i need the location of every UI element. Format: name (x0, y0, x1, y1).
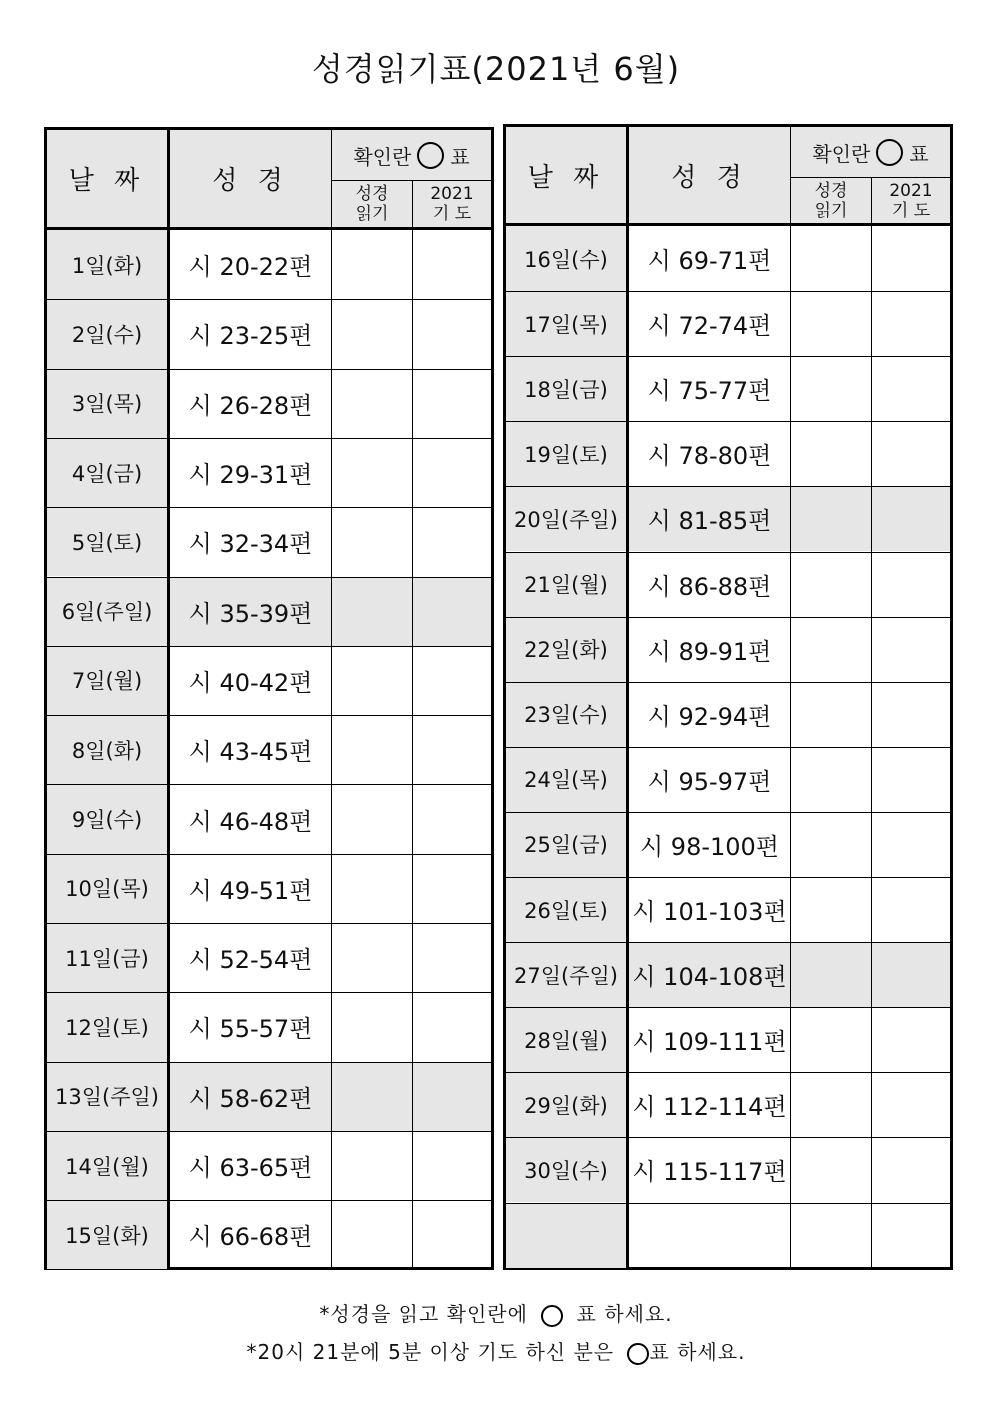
date-cell: 3일(목) (47, 369, 167, 438)
verse-cell: 시 58-62편 (170, 1062, 331, 1131)
row-divider (47, 507, 491, 508)
circle-icon (417, 142, 444, 169)
pray-checkbox-cell[interactable] (872, 1137, 950, 1202)
date-cell: 5일(토) (47, 507, 167, 576)
table-row (506, 812, 950, 877)
read-checkbox-cell[interactable] (791, 812, 871, 877)
pray-checkbox-cell[interactable] (872, 1072, 950, 1137)
circle-icon (627, 1343, 649, 1365)
read-checkbox-cell[interactable] (332, 1131, 412, 1200)
instruction-note-2 (0, 1336, 992, 1365)
check-column-header (332, 130, 491, 180)
table-row (47, 1131, 491, 1200)
date-cell (506, 1203, 626, 1268)
read-checkbox-cell[interactable] (791, 1203, 871, 1268)
read-subheader (332, 181, 412, 227)
date-cell: 30일(수) (506, 1137, 626, 1202)
read-checkbox-cell[interactable] (332, 438, 412, 507)
row-divider (47, 438, 491, 439)
date-cell: 18일(금) (506, 356, 626, 421)
read-checkbox-cell[interactable] (791, 421, 871, 486)
verse-cell: 시 86-88편 (647, 572, 772, 601)
verse-cell: 시 32-34편 (188, 530, 313, 559)
pray-checkbox-cell[interactable] (413, 1131, 491, 1200)
check-label: 확인란 (812, 141, 871, 166)
table-row (506, 356, 950, 421)
table-row (47, 992, 491, 1061)
date-cell: 6일(주일) (47, 577, 167, 646)
check-label: 확인란 (353, 144, 412, 169)
table-row (47, 230, 491, 299)
pray-checkbox-cell[interactable] (413, 923, 491, 992)
read-checkbox-cell[interactable] (332, 230, 412, 299)
table-row (506, 1203, 950, 1268)
verse-cell: 시 89-91편 (647, 637, 772, 666)
read-checkbox-cell[interactable] (791, 617, 871, 682)
table-row (506, 1072, 950, 1137)
pray-checkbox-cell[interactable] (872, 291, 950, 356)
verse-cell: 시 75-77편 (647, 377, 772, 406)
verse-cell: 시 52-54편 (188, 946, 313, 975)
row-divider (506, 486, 950, 487)
pray-checkbox-cell[interactable] (872, 1007, 950, 1072)
date-cell: 22일(화) (506, 617, 626, 682)
verse-cell: 시 109-111편 (632, 1028, 787, 1057)
read-checkbox-cell[interactable] (791, 1072, 871, 1137)
pray-subheader-line2: 기 도 (432, 204, 472, 224)
verse-cell: 시 101-103편 (632, 898, 787, 927)
read-checkbox-cell[interactable] (332, 507, 412, 576)
table-row (506, 682, 950, 747)
date-column-header: 날 짜 (68, 166, 146, 196)
verse-cell: 시 66-68편 (188, 1223, 313, 1252)
check-column-header (791, 127, 950, 177)
row-divider (506, 617, 950, 618)
pray-checkbox-cell[interactable] (872, 617, 950, 682)
pray-subheader (413, 181, 491, 227)
verse-cell: 시 72-74편 (647, 312, 772, 341)
date-cell: 23일(수) (506, 682, 626, 747)
pray-checkbox-cell[interactable] (413, 992, 491, 1061)
verse-cell: 시 26-28편 (188, 391, 313, 420)
verse-cell: 시 43-45편 (188, 738, 313, 767)
verse-cell: 시 98-100편 (639, 832, 779, 861)
read-checkbox-cell[interactable] (332, 299, 412, 368)
date-cell: 19일(토) (506, 421, 626, 486)
read-checkbox-cell[interactable] (332, 854, 412, 923)
read-checkbox-cell[interactable] (332, 577, 412, 646)
table-header (47, 130, 491, 227)
row-divider (506, 812, 950, 813)
date-cell: 11일(금) (47, 923, 167, 992)
verse-cell: 시 115-117편 (632, 1158, 787, 1187)
table-row (506, 1007, 950, 1072)
read-checkbox-cell[interactable] (791, 356, 871, 421)
pray-checkbox-cell[interactable] (413, 299, 491, 368)
row-divider (506, 552, 950, 553)
verse-cell: 시 55-57편 (188, 1015, 313, 1044)
pray-checkbox-cell[interactable] (872, 421, 950, 486)
table-row (47, 1200, 491, 1269)
table-row (47, 854, 491, 923)
reading-table-right (503, 124, 953, 1270)
date-cell: 27일(주일) (506, 942, 626, 1007)
pray-checkbox-cell[interactable] (872, 942, 950, 1007)
read-checkbox-cell[interactable] (332, 715, 412, 784)
table-row (47, 577, 491, 646)
date-cell: 28일(월) (506, 1007, 626, 1072)
pray-checkbox-cell[interactable] (872, 486, 950, 551)
instruction-note-1 (0, 1298, 992, 1327)
read-checkbox-cell[interactable] (791, 226, 871, 291)
verse-cell: 시 92-94편 (647, 702, 772, 731)
table-row (47, 1062, 491, 1131)
verse-cell: 시 95-97편 (647, 767, 772, 796)
verse-cell: 시 23-25편 (188, 322, 313, 351)
read-checkbox-cell[interactable] (791, 682, 871, 747)
table-row (47, 923, 491, 992)
pray-checkbox-cell[interactable] (872, 747, 950, 812)
date-cell: 10일(목) (47, 854, 167, 923)
pray-checkbox-cell[interactable] (413, 1062, 491, 1131)
table-row (506, 552, 950, 617)
note1-suffix: 표 하세요. (576, 1302, 673, 1326)
pray-checkbox-cell[interactable] (413, 646, 491, 715)
verse-cell: 시 49-51편 (188, 876, 313, 905)
date-cell: 2일(수) (47, 299, 167, 368)
date-cell: 25일(금) (506, 812, 626, 877)
table-row (47, 299, 491, 368)
read-checkbox-cell[interactable] (791, 486, 871, 551)
verse-cell (629, 1203, 790, 1268)
row-divider (506, 421, 950, 422)
date-cell: 7일(월) (47, 646, 167, 715)
circle-icon (541, 1305, 563, 1327)
row-divider (47, 784, 491, 785)
read-checkbox-cell[interactable] (791, 942, 871, 1007)
note2-text: *20시 21분에 5분 이상 기도 하신 분은 (246, 1340, 615, 1364)
date-cell: 1일(화) (47, 230, 167, 299)
table-row (506, 226, 950, 291)
circle-icon (876, 139, 903, 166)
read-checkbox-cell[interactable] (791, 747, 871, 812)
verse-column-header: 성 경 (671, 162, 748, 193)
table-row (506, 421, 950, 486)
read-subheader-line1: 성경 (814, 180, 848, 201)
row-divider (47, 369, 491, 370)
read-subheader-line1: 성경 (355, 184, 389, 204)
verse-cell: 시 46-48편 (188, 807, 313, 836)
table-row (506, 942, 950, 1007)
read-subheader-line2: 읽기 (814, 200, 848, 221)
note1-text: *성경을 읽고 확인란에 (319, 1302, 528, 1326)
verse-cell: 시 81-85편 (629, 486, 790, 551)
date-cell: 16일(수) (506, 226, 626, 291)
row-divider (47, 299, 491, 300)
pray-checkbox-cell[interactable] (413, 438, 491, 507)
read-subheader-line2: 읽기 (355, 204, 389, 224)
pray-checkbox-cell[interactable] (872, 682, 950, 747)
row-divider (47, 715, 491, 716)
row-divider (506, 291, 950, 292)
verse-cell: 시 104-108편 (629, 942, 790, 1007)
pray-subheader-line1: 2021 (889, 180, 933, 201)
date-cell: 26일(토) (506, 877, 626, 942)
table-row (506, 877, 950, 942)
row-divider (47, 923, 491, 924)
date-cell: 12일(토) (47, 992, 167, 1061)
read-checkbox-cell[interactable] (332, 784, 412, 853)
row-divider (506, 877, 950, 878)
row-divider (506, 942, 950, 943)
read-checkbox-cell[interactable] (332, 923, 412, 992)
date-cell: 21일(월) (506, 552, 626, 617)
note2-suffix: 표 하세요. (649, 1340, 746, 1364)
row-divider (47, 1062, 491, 1063)
read-checkbox-cell[interactable] (791, 291, 871, 356)
table-row (47, 784, 491, 853)
date-cell: 9일(수) (47, 784, 167, 853)
table-row (47, 438, 491, 507)
row-divider (47, 1200, 491, 1201)
read-checkbox-cell[interactable] (791, 1137, 871, 1202)
date-cell: 24일(목) (506, 747, 626, 812)
table-row (506, 486, 950, 551)
read-checkbox-cell[interactable] (332, 369, 412, 438)
row-divider (506, 356, 950, 357)
read-checkbox-cell[interactable] (332, 1200, 412, 1269)
pray-checkbox-cell[interactable] (413, 854, 491, 923)
row-divider (506, 1007, 950, 1008)
table-row (506, 1137, 950, 1202)
reading-table-left (44, 127, 494, 1270)
check-label-suffix: 표 (450, 144, 470, 169)
verse-cell: 시 40-42편 (188, 668, 313, 697)
date-cell: 13일(주일) (47, 1062, 167, 1131)
verse-cell: 시 63-65편 (188, 1154, 313, 1183)
read-checkbox-cell[interactable] (791, 877, 871, 942)
pray-subheader-line1: 2021 (430, 184, 474, 204)
table-row (47, 369, 491, 438)
pray-subheader (872, 178, 950, 223)
pray-checkbox-cell[interactable] (872, 552, 950, 617)
read-checkbox-cell[interactable] (332, 992, 412, 1061)
read-checkbox-cell[interactable] (791, 1007, 871, 1072)
pray-subheader-line2: 기 도 (891, 200, 931, 221)
pray-checkbox-cell[interactable] (872, 877, 950, 942)
verse-cell: 시 78-80편 (647, 442, 772, 471)
verse-cell: 시 29-31편 (188, 461, 313, 490)
row-divider (506, 1203, 950, 1204)
date-cell: 4일(금) (47, 438, 167, 507)
row-divider (47, 646, 491, 647)
verse-cell: 시 69-71편 (647, 247, 772, 276)
verse-column-header: 성 경 (212, 166, 289, 196)
pray-checkbox-cell[interactable] (872, 356, 950, 421)
read-subheader (791, 178, 871, 223)
date-cell: 14일(월) (47, 1131, 167, 1200)
row-divider (47, 577, 491, 578)
table-row (47, 646, 491, 715)
table-row (506, 617, 950, 682)
pray-checkbox-cell[interactable] (872, 812, 950, 877)
pray-checkbox-cell[interactable] (872, 1203, 950, 1268)
date-cell: 15일(화) (47, 1200, 167, 1269)
table-row (506, 291, 950, 356)
verse-cell: 시 20-22편 (188, 253, 313, 282)
pray-checkbox-cell[interactable] (413, 507, 491, 576)
pray-checkbox-cell[interactable] (413, 369, 491, 438)
row-divider (506, 1137, 950, 1138)
pray-checkbox-cell[interactable] (413, 577, 491, 646)
row-divider (506, 682, 950, 683)
date-cell: 17일(목) (506, 291, 626, 356)
row-divider (47, 992, 491, 993)
table-header (506, 127, 950, 223)
table-row (47, 715, 491, 784)
page-title: 성경읽기표(2021년 6월) (311, 50, 681, 88)
date-cell: 8일(화) (47, 715, 167, 784)
pray-checkbox-cell[interactable] (413, 784, 491, 853)
pray-checkbox-cell[interactable] (413, 230, 491, 299)
row-divider (47, 854, 491, 855)
pray-checkbox-cell[interactable] (872, 226, 950, 291)
read-checkbox-cell[interactable] (332, 646, 412, 715)
check-label-suffix: 표 (909, 141, 929, 166)
row-divider (506, 1072, 950, 1073)
table-row (47, 507, 491, 576)
verse-cell: 시 112-114편 (632, 1093, 787, 1122)
read-checkbox-cell[interactable] (332, 1062, 412, 1131)
read-checkbox-cell[interactable] (791, 552, 871, 617)
pray-checkbox-cell[interactable] (413, 1200, 491, 1269)
date-column-header: 날 짜 (527, 162, 605, 193)
pray-checkbox-cell[interactable] (413, 715, 491, 784)
verse-cell: 시 35-39편 (170, 577, 331, 646)
date-cell: 20일(주일) (506, 486, 626, 551)
row-divider (506, 747, 950, 748)
table-row (506, 747, 950, 812)
date-cell: 29일(화) (506, 1072, 626, 1137)
row-divider (47, 1131, 491, 1132)
